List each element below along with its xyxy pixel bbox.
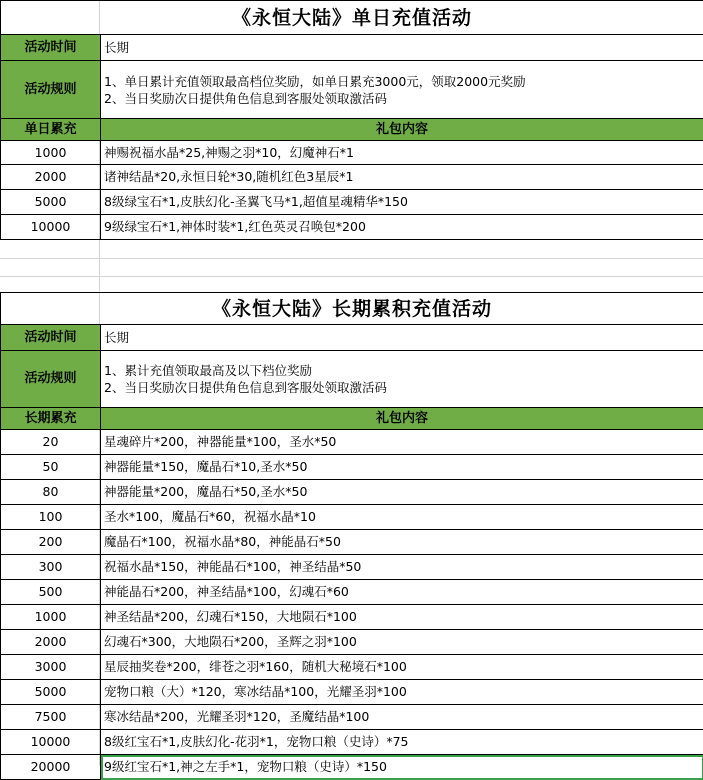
table2-col-amount: 长期累充 (1, 408, 101, 430)
amount-cell[interactable]: 80 (1, 480, 101, 505)
table2-col-content: 礼包内容 (101, 408, 703, 430)
amount-cell[interactable]: 2000 (1, 630, 101, 655)
table-row (1, 580, 703, 605)
content-cell[interactable]: 幻魂石*300，大地陨石*200，圣辉之羽*100 (101, 630, 703, 655)
table2-title: 《永恒大陆》长期累积充值活动 (1, 293, 703, 325)
table1-time-label: 活动时间 (1, 35, 101, 61)
table1-rule-2: 2、当日奖励次日提供角色信息到客服处领取激活码 (104, 90, 703, 107)
content-cell-selected[interactable]: 9级红宝石*1,神之左手*1，宠物口粮（史诗）*150 (101, 755, 703, 780)
amount-cell[interactable]: 7500 (1, 705, 101, 730)
content-cell[interactable]: 9级绿宝石*1,神体时装*1,红色英灵召唤包*200 (101, 215, 703, 240)
table-row (1, 530, 703, 555)
table-long-term-recharge (0, 292, 703, 780)
table2-time-label: 活动时间 (1, 325, 101, 351)
empty-rows[interactable] (0, 240, 703, 292)
amount-cell[interactable]: 20 (1, 430, 101, 455)
table-row (1, 705, 703, 730)
amount-cell[interactable]: 200 (1, 530, 101, 555)
amount-cell[interactable]: 50 (1, 455, 101, 480)
table-row (1, 165, 703, 190)
amount-cell[interactable]: 1000 (1, 605, 101, 630)
table-row (1, 555, 703, 580)
content-cell[interactable]: 星辰抽奖卷*200，绯苍之羽*160，随机大秘境石*100 (101, 655, 703, 680)
table-row (1, 505, 703, 530)
amount-cell[interactable]: 500 (1, 580, 101, 605)
content-cell[interactable]: 祝福水晶*150，神能晶石*100，神圣结晶*50 (101, 555, 703, 580)
table2-rules-label: 活动规则 (1, 351, 101, 408)
amount-cell[interactable]: 5000 (1, 190, 101, 215)
table2-rule-2: 2、当日奖励次日提供角色信息到客服处领取激活码 (104, 379, 703, 396)
table-row (1, 630, 703, 655)
content-cell[interactable]: 寒冰结晶*200，光耀圣羽*120，圣魔结晶*100 (101, 705, 703, 730)
content-cell[interactable]: 8级红宝石*1,皮肤幻化-花羽*1，宠物口粮（史诗）*75 (101, 730, 703, 755)
amount-cell[interactable]: 1000 (1, 141, 101, 165)
table1-rules-label: 活动规则 (1, 61, 101, 119)
amount-cell[interactable]: 100 (1, 505, 101, 530)
table-row (1, 480, 703, 505)
table-row (1, 215, 703, 240)
content-cell[interactable]: 圣水*100，魔晶石*60，祝福水晶*10 (101, 505, 703, 530)
content-cell[interactable]: 8级绿宝石*1,皮肤幻化-圣翼飞马*1,超值星魂精华*150 (101, 190, 703, 215)
table-row (1, 655, 703, 680)
table1-title: 《永恒大陆》单日充值活动 (1, 1, 703, 35)
table-row (1, 455, 703, 480)
amount-cell[interactable]: 300 (1, 555, 101, 580)
table-daily-recharge (0, 0, 703, 240)
content-cell[interactable]: 神赐祝福水晶*25,神赐之羽*10，幻魔神石*1 (101, 141, 703, 165)
amount-cell[interactable]: 5000 (1, 680, 101, 705)
table-row (1, 605, 703, 630)
content-cell[interactable]: 神圣结晶*200，幻魂石*150，大地陨石*100 (101, 605, 703, 630)
table1-rules[interactable] (101, 61, 703, 119)
table-row (1, 680, 703, 705)
table2-rule-1: 1、累计充值领取最高及以下档位奖励 (104, 362, 703, 379)
amount-cell[interactable]: 10000 (1, 215, 101, 240)
table1-time-value[interactable]: 长期 (101, 35, 703, 61)
table1-col-content: 礼包内容 (101, 119, 703, 141)
table1-rule-1: 1、单日累计充值领取最高档位奖励，如单日累充3000元，领取2000元奖励 (104, 73, 703, 90)
table-row (1, 755, 703, 780)
table2-rules[interactable] (101, 351, 703, 408)
content-cell[interactable]: 星魂碎片*200，神器能量*100，圣水*50 (101, 430, 703, 455)
content-cell[interactable]: 神器能量*200，魔晶石*50,圣水*50 (101, 480, 703, 505)
table-row (1, 190, 703, 215)
content-cell[interactable]: 神能晶石*200，神圣结晶*100，幻魂石*60 (101, 580, 703, 605)
content-cell[interactable]: 魔晶石*100，祝福水晶*80，神能晶石*50 (101, 530, 703, 555)
amount-cell[interactable]: 3000 (1, 655, 101, 680)
content-cell[interactable]: 神器能量*150，魔晶石*10,圣水*50 (101, 455, 703, 480)
table1-col-amount: 单日累充 (1, 119, 101, 141)
amount-cell[interactable]: 2000 (1, 165, 101, 190)
content-cell[interactable]: 宠物口粮（大）*120，寒冰结晶*100，光耀圣羽*100 (101, 680, 703, 705)
table-row (1, 730, 703, 755)
table2-time-value[interactable]: 长期 (101, 325, 703, 351)
amount-cell[interactable]: 10000 (1, 730, 101, 755)
amount-cell[interactable]: 20000 (1, 755, 101, 780)
table-row (1, 430, 703, 455)
table-row (1, 141, 703, 165)
content-cell[interactable]: 诸神结晶*20,永恒日轮*30,随机红色3星辰*1 (101, 165, 703, 190)
